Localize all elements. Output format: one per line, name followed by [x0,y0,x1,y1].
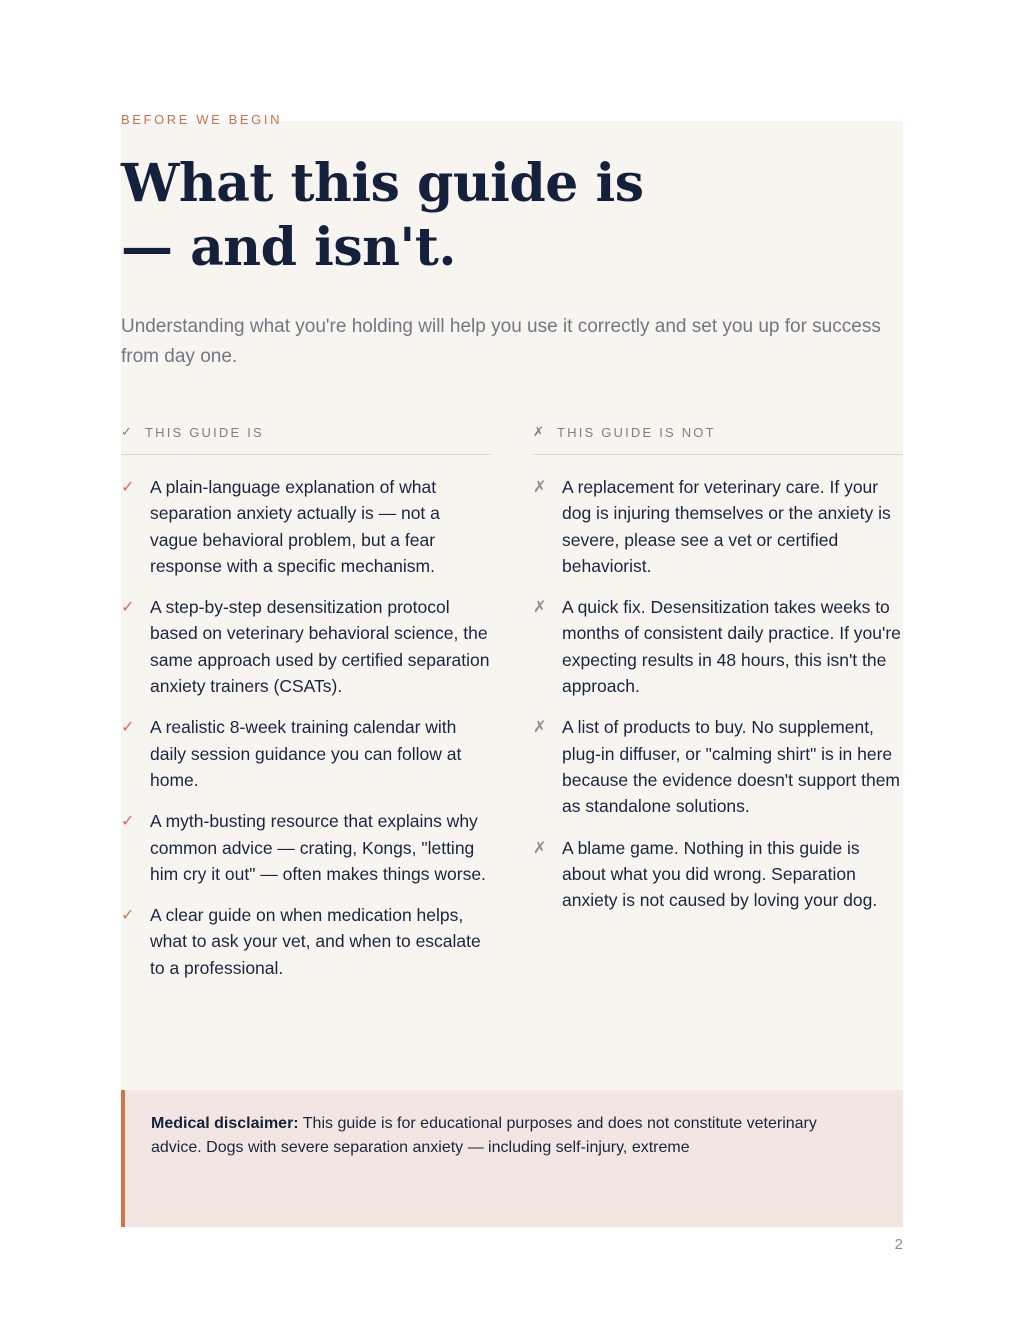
list-item-text: A step-by-step desensitization protocol based on veterinary behavioral science, the same approach used by certified separation anxiety trainers (CSATs). [150,597,490,697]
check-icon: ✓ [121,905,135,925]
check-icon: ✓ [121,424,132,439]
list-item-text: A list of products to buy. No supplement, plug-in diffuser, or "calming shirt" is in here because the evidence doesn't support them as standalone solutions. [562,717,901,817]
guide-is-not-heading-label: THIS GUIDE IS NOT [557,424,716,440]
list-item [533,835,903,914]
guide-is-not-list [533,474,903,928]
list-item-text: A myth-busting resource that explains why common advice — crating, Kongs, "letting him cry it out" — often makes things worse. [150,811,486,884]
page-number: 2 [894,1236,903,1253]
list-item-text: A replacement for veterinary care. If your dog is injuring themselves or the anxiety is severe, please see a vet or certified behaviorist. [562,477,891,576]
guide-is-not-heading [533,422,903,455]
intro-paragraph: Understanding what you're holding will help you use it correctly and set you up for success from day one. [121,316,881,367]
disclaimer-text: This guide is for educational purposes and does not constitute veterinary advice. Dogs with severe separation anxiety — including self-injury, extreme [151,1115,817,1156]
list-item [121,594,491,699]
guide-is-heading [121,422,491,455]
disclaimer-label: Medical disclaimer: [151,1115,299,1132]
page-title-line-1: What this guide is [121,153,644,214]
check-icon: ✓ [121,597,135,617]
list-item-text: A realistic 8-week training calendar with daily session guidance you can follow at home. [150,717,462,790]
section-eyebrow: BEFORE WE BEGIN [121,112,283,127]
list-item [533,594,903,699]
list-item [121,714,491,793]
list-item-text: A blame game. Nothing in this guide is about what you did wrong. Separation anxiety is not caused by loving your dog. [562,837,878,911]
list-item [121,902,491,981]
guide-is-list [121,474,491,996]
check-icon: ✓ [121,717,135,737]
cross-icon: ✗ [533,477,547,496]
page-title-line-2: — and isn't. [121,217,456,278]
medical-disclaimer [121,1090,903,1227]
list-item-text: A plain-language explanation of what separation anxiety actually is — not a vague behavioral problem, but a fear response with a specific mechanism. [150,477,440,576]
page-title [121,152,643,280]
list-item [121,808,491,887]
list-item [121,474,491,579]
check-icon: ✓ [121,811,135,831]
guide-is-not-column [533,422,903,911]
cross-icon: ✗ [533,837,547,857]
list-item [533,714,903,819]
list-item [533,474,903,579]
guide-is-column [121,422,491,978]
list-item-text: A quick fix. Desensitization takes weeks to months of consistent daily practice. If you're expecting results in 48 hours, this isn't the approach. [562,597,901,697]
check-icon: ✓ [121,477,135,496]
cross-icon: ✗ [533,597,547,617]
guide-is-heading-label: THIS GUIDE IS [145,424,264,440]
list-item-text: A clear guide on when medication helps, what to ask your vet, and when to escalate to a professional. [150,905,481,978]
cross-icon: ✗ [533,424,544,439]
cross-icon: ✗ [533,717,547,737]
